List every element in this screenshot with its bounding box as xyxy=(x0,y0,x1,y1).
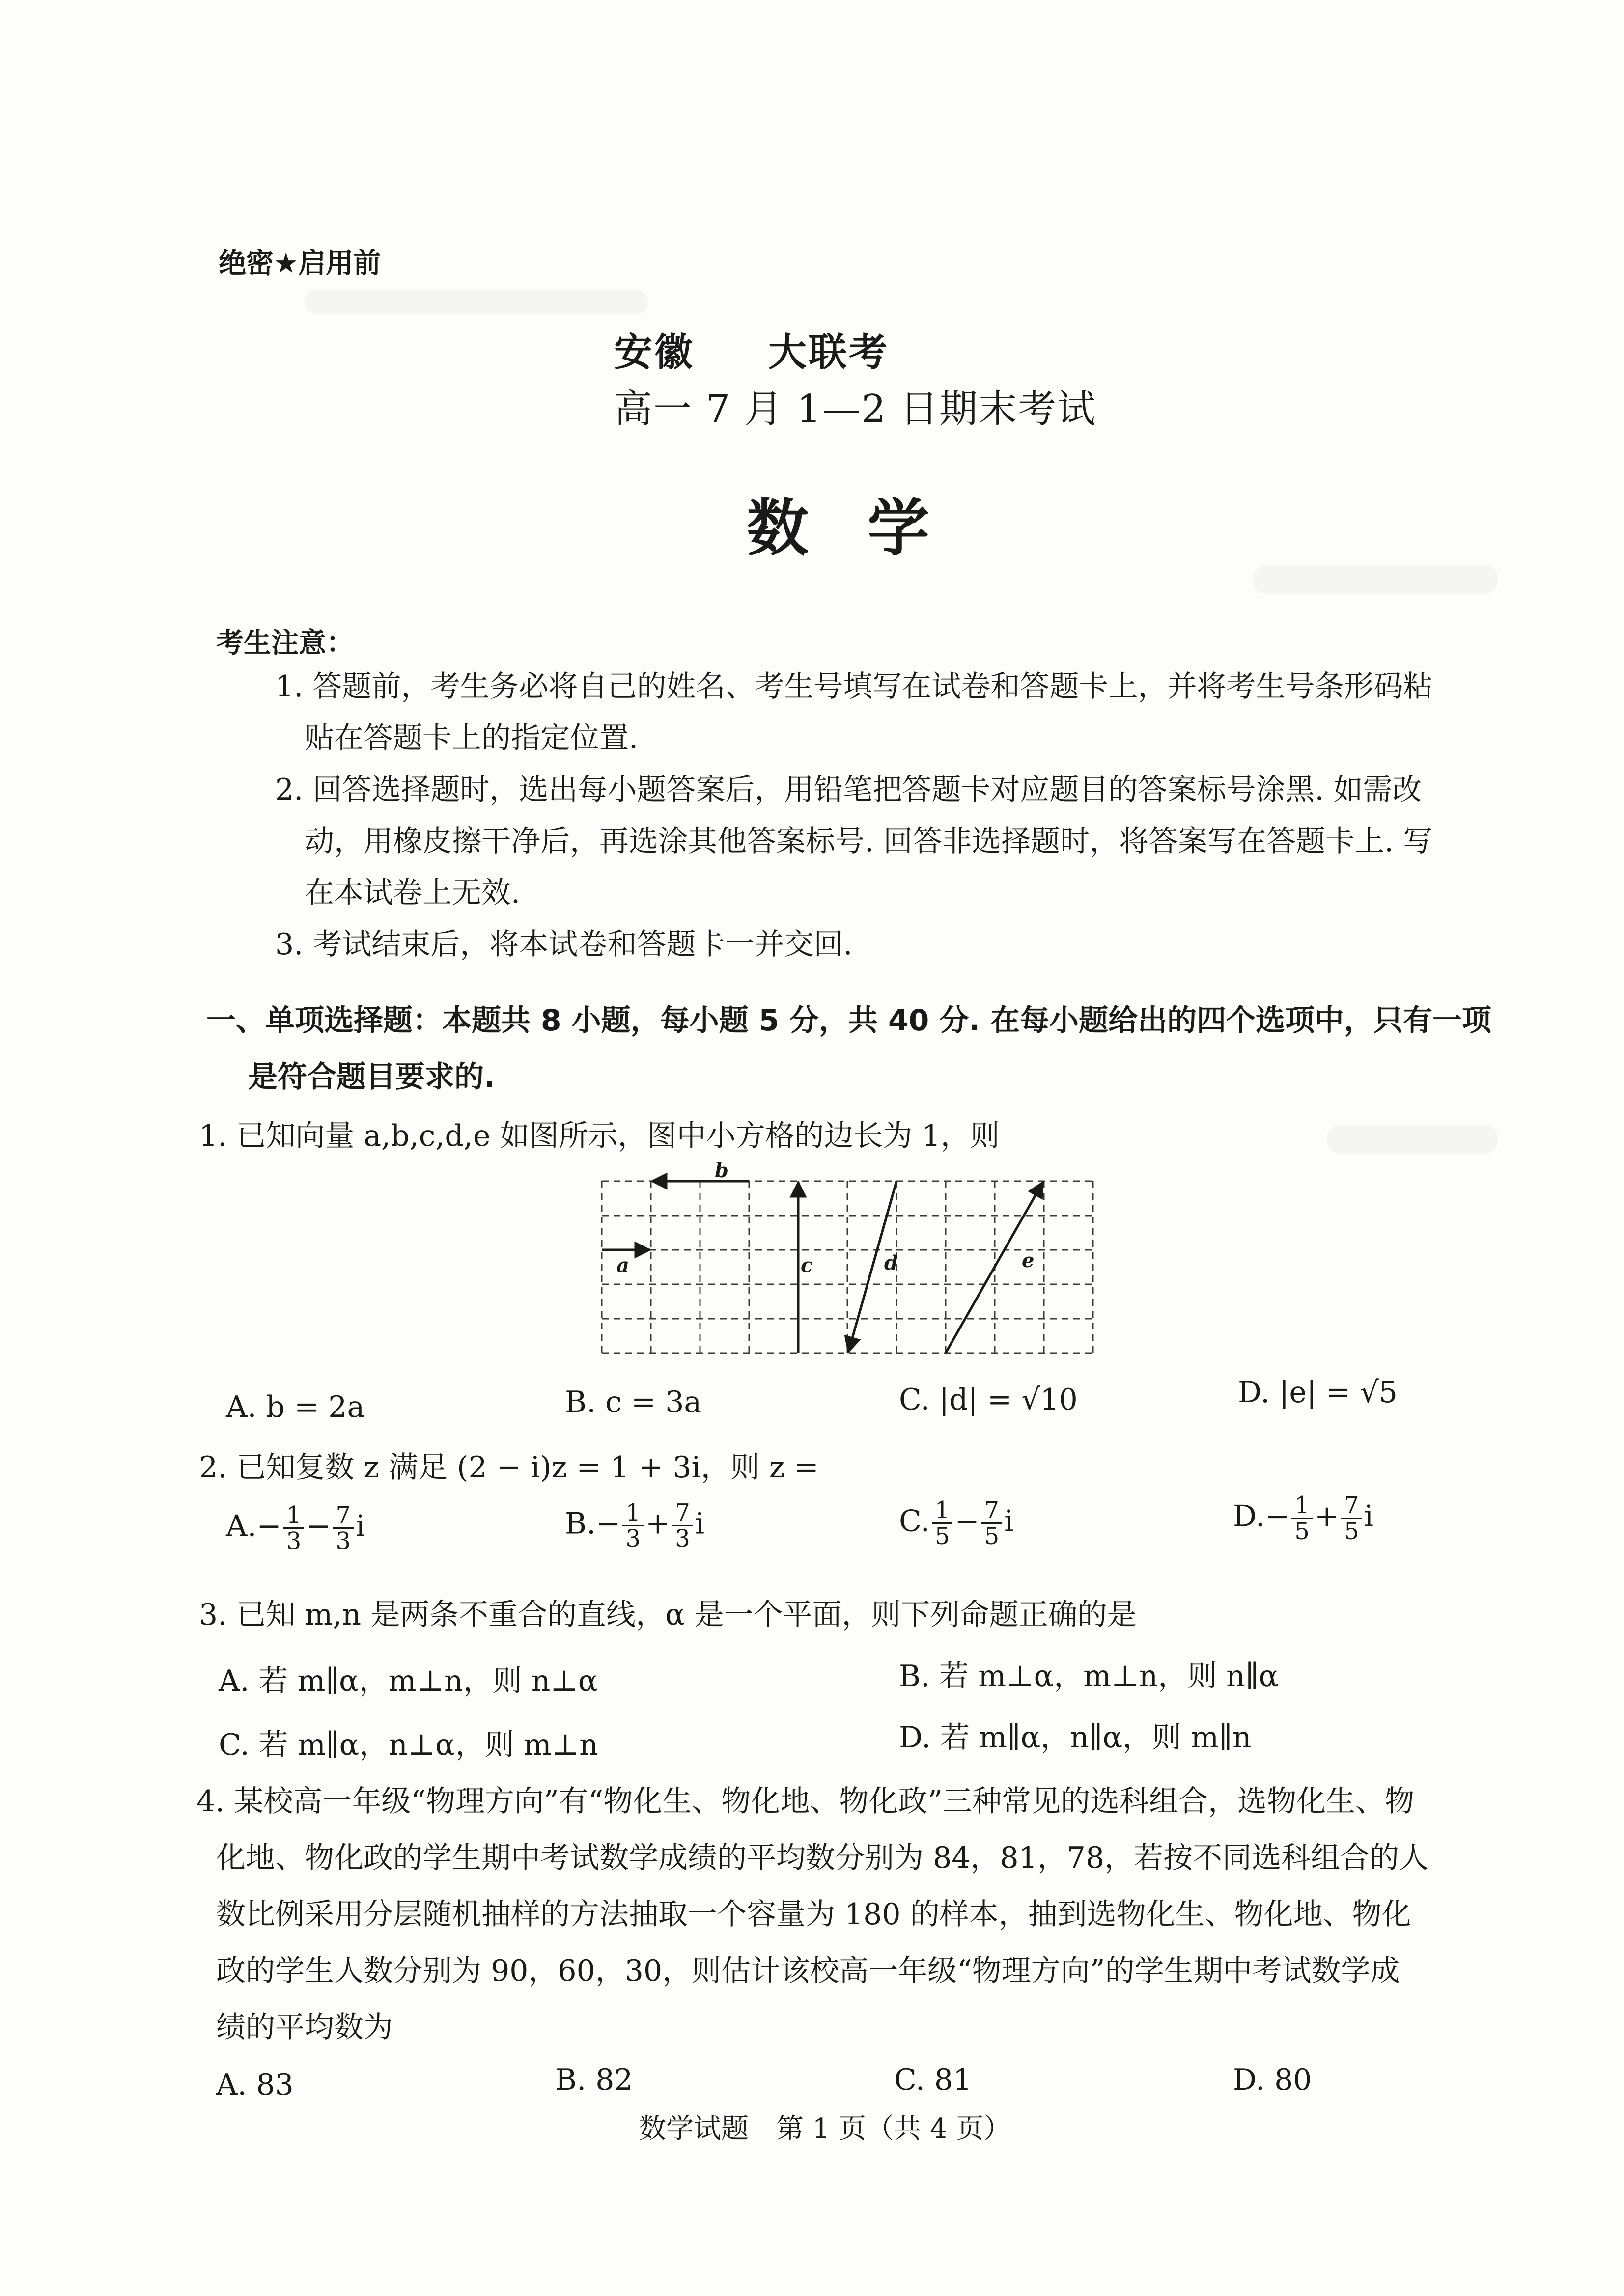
q3-option-b: B. 若 m⊥α，m⊥n，则 n∥α xyxy=(899,1659,1279,1693)
q1-option-c: C. |d| = √10 xyxy=(899,1383,1078,1417)
bleed-through-mark xyxy=(1253,565,1498,594)
q2-option-a: A.− $\frac{1}{3}$ − $\frac{7}{3}$ i xyxy=(226,1501,365,1555)
notice-line: 2. 回答选择题时，选出每小题答案后，用铅笔把答题卡对应题目的答案标号涂黑. 如需改 xyxy=(275,773,1422,807)
q1-stem: 1. 已知向量 a,b,c,d,e 如图所示，图中小方格的边长为 1，则 xyxy=(199,1119,1000,1153)
notice-line: 1. 答题前，考生务必将自己的姓名、考生号填写在试卷和答题卡上，并将考生号条形码粘 xyxy=(275,669,1433,704)
vector-a-label: a xyxy=(616,1254,629,1277)
notice-line: 贴在答题卡上的指定位置. xyxy=(305,721,639,755)
q3-option-c: C. 若 m∥α，n⊥α，则 m⊥n xyxy=(219,1728,598,1762)
bleed-through-mark xyxy=(305,290,648,314)
vector-d-label: d xyxy=(884,1251,898,1274)
q4-option-d: D. 80 xyxy=(1233,2063,1312,2097)
q1-option-a: A. b = 2a xyxy=(226,1390,365,1424)
q4-option-a: A. 83 xyxy=(216,2068,294,2102)
exam-title xyxy=(614,322,889,377)
q4-line: 数比例采用分层随机抽样的方法抽取一个容量为 180 的样本，抽到选物化生、物化地、物化 xyxy=(216,1897,1411,1932)
q3-option-d: D. 若 m∥α，n∥α，则 m∥n xyxy=(899,1720,1252,1755)
bleed-through-mark xyxy=(1326,1125,1498,1154)
vector-e-label: e xyxy=(1022,1249,1035,1272)
confidential-label: 绝密★启用前 xyxy=(219,248,381,279)
notice-line: 动，用橡皮擦干净后，再选涂其他答案标号. 回答非选择题时，将答案写在答题卡上. 写 xyxy=(305,824,1433,858)
section-heading-cont: 是符合题目要求的. xyxy=(248,1060,495,1094)
q4-line: 绩的平均数为 xyxy=(216,2010,393,2045)
q1-option-d: D. |e| = √5 xyxy=(1238,1375,1398,1410)
vector-c-label: c xyxy=(801,1254,813,1277)
section-heading: 一、单项选择题：本题共 8 小题，每小题 5 分，共 40 分. 在每小题给出的四个选项中，只有一项 xyxy=(206,1003,1492,1038)
page-footer: 数学试题 第 1 页（共 4 页） xyxy=(639,2113,1011,2145)
notice-line: 在本试卷上无效. xyxy=(305,876,521,910)
exam-title-region: 安徽 xyxy=(614,330,695,375)
notice-line: 3. 考试结束后，将本试卷和答题卡一并交回. xyxy=(275,927,853,962)
q4-line: 政的学生人数分别为 90，60，30，则估计该校高一年级“物理方向”的学生期中考试数学成 xyxy=(216,1954,1400,1988)
q4-option-c: C. 81 xyxy=(894,2063,972,2097)
q4-line: 化地、物化政的学生期中考试数学成绩的平均数分别为 84，81，78，若按不同选科组合的人 xyxy=(216,1841,1429,1875)
q1-option-b: B. c = 3a xyxy=(565,1385,702,1419)
exam-title-name: 大联考 xyxy=(768,330,890,375)
q4-option-b: B. 82 xyxy=(555,2063,633,2097)
vector-b-label: b xyxy=(715,1159,728,1182)
q3-stem: 3. 已知 m,n 是两条不重合的直线，α 是一个平面，则下列命题正确的是 xyxy=(199,1598,1137,1632)
grid-lines xyxy=(602,1181,1093,1353)
vector-grid-figure xyxy=(594,1159,1100,1358)
q2-stem: 2. 已知复数 z 满足 (2 − i)z = 1 + 3i，则 z = xyxy=(199,1450,819,1485)
q3-option-a: A. 若 m∥α，m⊥n，则 n⊥α xyxy=(219,1664,598,1698)
q4-line: 4. 某校高一年级“物理方向”有“物化生、物化地、物化政”三种常见的选科组合，选物化生、物 xyxy=(196,1784,1415,1819)
exam-date: 高一 7 月 1—2 日期末考试 xyxy=(614,387,1097,431)
subject-title: 数学 xyxy=(747,492,988,564)
q2-option-d: D.− $\frac{1}{5}$ + $\frac{7}{5}$ i xyxy=(1233,1492,1373,1546)
q2-option-c: C. $\frac{1}{5}$ − $\frac{7}{5}$ i xyxy=(899,1496,1014,1550)
notice-heading: 考生注意： xyxy=(216,627,354,659)
q2-option-b: B.− $\frac{1}{3}$ + $\frac{7}{3}$ i xyxy=(565,1499,705,1553)
